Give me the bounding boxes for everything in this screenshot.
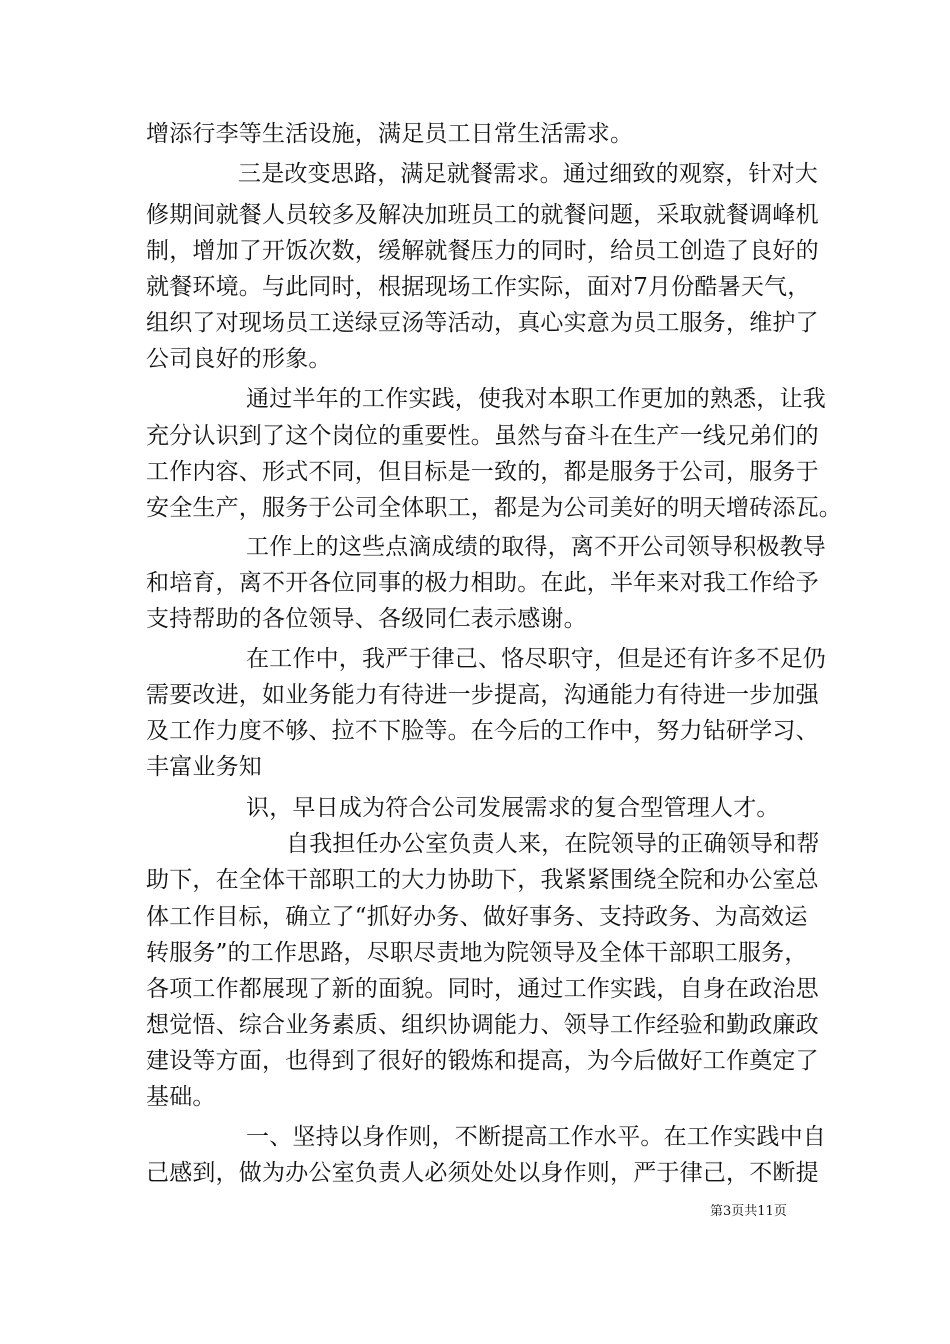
paragraph-line: 制，增加了开饭次数，缓解就餐压力的同时，给员工创造了良好的 <box>146 238 819 264</box>
page-number: 第3页共11页 <box>710 1204 787 1219</box>
paragraph-line: 和培育，离不开各位同事的极力相助。在此，半年来对我工作给予 <box>146 570 819 596</box>
paragraph-line: 工作内容、形式不同，但目标是一致的，都是服务于公司，服务于 <box>146 459 819 485</box>
paragraph-line: 自我担任办公室负责人来，在院领导的正确领导和帮 <box>286 831 820 857</box>
paragraph-line: 充分认识到了这个岗位的重要性。虽然与奋斗在生产一线兄弟们的 <box>146 423 819 449</box>
paragraph-line: 想觉悟、综合业务素质、组织协调能力、领导工作经验和勤政廉政 <box>146 1012 819 1038</box>
paragraph-line: 己感到，做为办公室负责人必须处处以身作则，严于律己，不断提 <box>146 1160 819 1186</box>
paragraph-line: 组织了对现场员工送绿豆汤等活动，真心实意为员工服务，维护了 <box>146 310 819 336</box>
paragraph-line: 支持帮助的各位领导、各级同仁表示感谢。 <box>146 606 587 632</box>
paragraph-line: 丰富业务知 <box>146 754 262 780</box>
paragraph-line: 建设等方面，也得到了很好的锻炼和提高，为今后做好工作奠定了 <box>146 1048 819 1074</box>
paragraph-line: 在工作中，我严于律己、恪尽职守，但是还有许多不足仍 <box>246 646 826 672</box>
paragraph-line: 公司良好的形象。 <box>146 346 332 372</box>
paragraph-line: 就餐环境。与此同时，根据现场工作实际，面对7月份酷暑天气， <box>146 274 811 300</box>
paragraph-line: 需要改进，如业务能力有待进一步提高，沟通能力有待进一步加强 <box>146 682 819 708</box>
paragraph-line: 一、坚持以身作则，不断提高工作水平。在工作实践中自 <box>246 1124 826 1150</box>
paragraph-line: 三是改变思路，满足就餐需求。通过细致的观察，针对大 <box>238 161 818 187</box>
paragraph-line: 工作上的这些点滴成绩的取得，离不开公司领导积极教导 <box>246 534 826 560</box>
paragraph-line: 各项工作都展现了新的面貌。同时，通过工作实践，自身在政治思 <box>146 976 819 1002</box>
paragraph-line: 通过半年的工作实践，使我对本职工作更加的熟悉，让我 <box>246 386 826 412</box>
paragraph-line: 识，早日成为符合公司发展需求的复合型管理人才。 <box>246 795 780 821</box>
paragraph-line: 增添行李等生活设施，满足员工日常生活需求。 <box>146 121 634 147</box>
paragraph-line: 助下，在全体干部职工的大力协助下，我紧紧围绕全院和办公室总 <box>146 867 819 893</box>
paragraph-line: 修期间就餐人员较多及解决加班员工的就餐问题，采取就餐调峰机 <box>146 202 819 228</box>
paragraph-line: 转服务”的工作思路，尽职尽责地为院领导及全体干部职工服务， <box>146 940 808 966</box>
paragraph-line: 及工作力度不够、拉不下脸等。在今后的工作中，努力钻研学习、 <box>146 718 819 744</box>
paragraph-line: 基础。 <box>146 1084 216 1110</box>
paragraph-line: 安全生产，服务于公司全体职工，都是为公司美好的明天增砖添瓦。 <box>146 495 842 521</box>
paragraph-line: 体工作目标，确立了“抓好办务、做好事务、支持政务、为高效运 <box>146 904 808 930</box>
